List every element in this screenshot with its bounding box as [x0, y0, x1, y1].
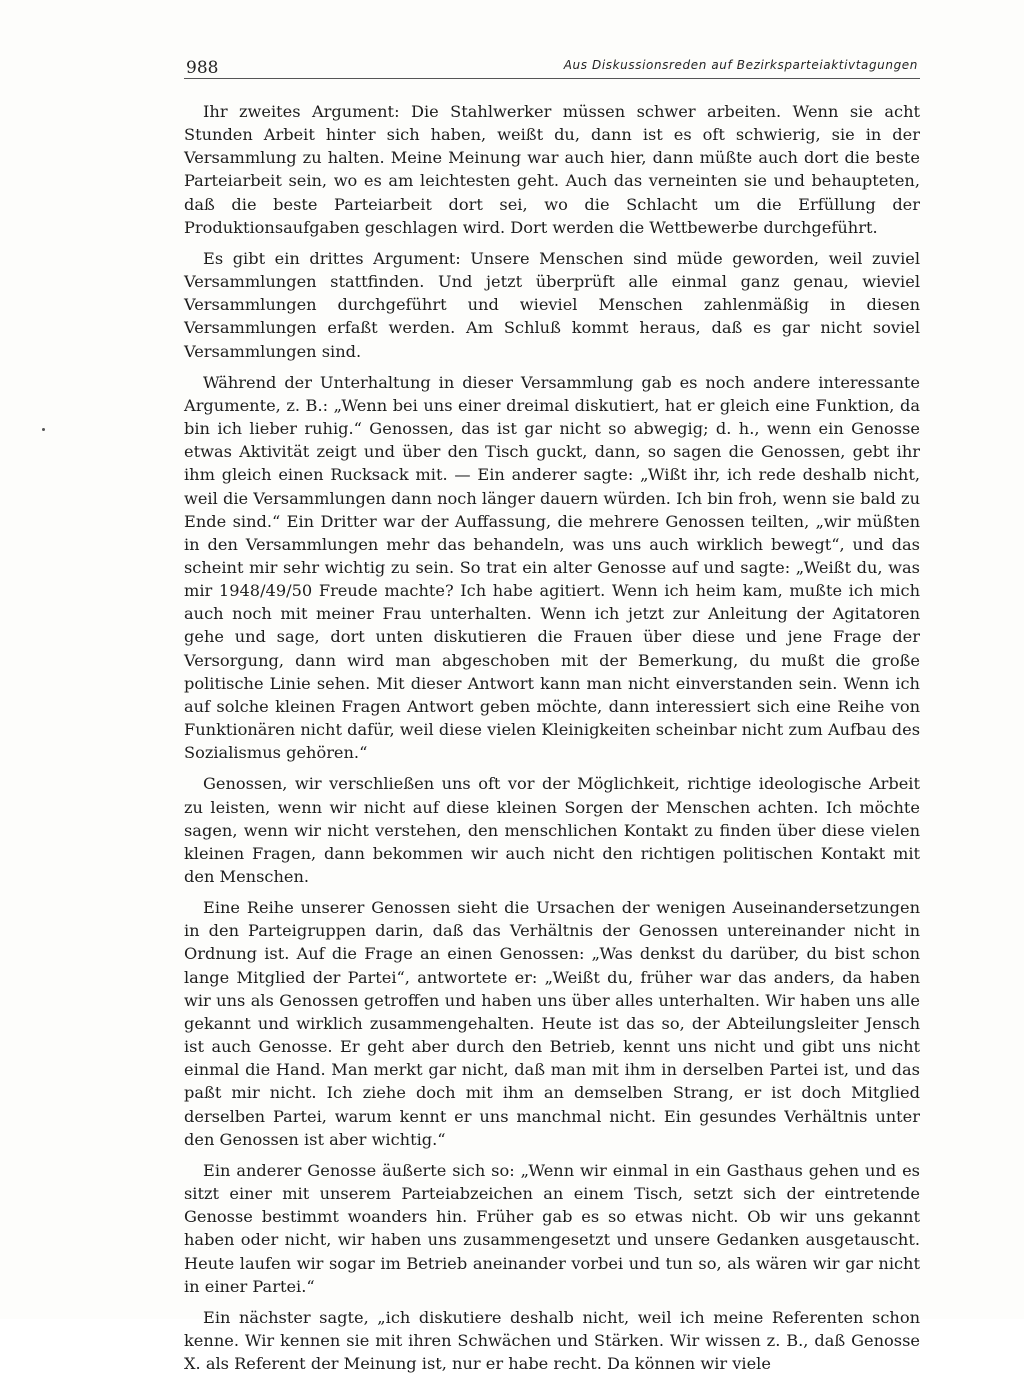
page-number: 988 [186, 58, 219, 78]
body-text [184, 100, 920, 1383]
paragraph: Eine Reihe unserer Genossen sieht die Ursachen der wenigen Auseinandersetzungen in den Parteigruppen darin, daß das Verhältnis der Genossen untereinander nicht in Ordnung ist. Auf die Frage an einen Genossen: „Was denkst du darüber, du bist schon lange Mitglied der Partei“, antwortete er: „Weißt du, früher war das anders, da haben wir uns als Genossen getroffen und haben uns über alles unterhalten. Wir haben uns alle gekannt und wirklich zusammengehalten. Heute ist das so, der Abteilungsleiter Jensch ist auch Genosse. Er geht aber durch den Betrieb, kennt uns nicht und gibt uns nicht einmal die Hand. Man merkt gar nicht, daß man mit ihm in derselben Partei ist, und das paßt mir nicht. Ich ziehe doch mit ihm an demselben Strang, er ist doch Mitglied derselben Partei, warum kennt er uns manchmal nicht. Ein gesundes Verhältnis unter den Genossen ist aber wichtig.“ [184, 898, 920, 1149]
running-head: Aus Diskussionsreden auf Bezirksparteiaktivtagungen [563, 58, 918, 72]
page-header [184, 52, 920, 79]
paragraph: Ein nächster sagte, „ich diskutiere deshalb nicht, weil ich meine Referenten schon kenne. Wir kennen sie mit ihren Schwächen und Stärken. Wir wissen z. B., daß Genosse X. als Referent der Meinung ist, nur er habe recht. Da können wir viele [184, 1307, 920, 1374]
paragraph: Ihr zweites Argument: Die Stahlwerker müssen schwer arbeiten. Wenn sie acht Stunden Arbeit hinter sich haben, weißt du, dann ist es oft schwierig, sie in der Versammlung zu halten. Meine Meinung war auch hier, dann müßte auch dort die beste Parteiarbeit sein, wo es am leichtesten geht. Auch das verneinten sie und behaupteten, daß die beste Parteiarbeit dort sei, wo die Schlacht um die Erfüllung der Produktionsaufgaben geschlagen wird. Dort werden die Wettbewerbe durchgeführt. [184, 102, 920, 237]
paragraph: Während der Unterhaltung in dieser Versammlung gab es noch andere interessante Argumente, z. B.: „Wenn bei uns einer dreimal diskutiert, hat er gleich eine Funktion, da bin ich lieber ruhig.“ Genossen, das ist gar nicht so abwegig; d. h., wenn ein Genosse etwas Aktivität zeigt und über den Tisch guckt, dann, so sagen die Genossen, gebt ihr ihm gleich einen Rucksack mit. — Ein anderer sagte: „Wißt ihr, ich rede deshalb nicht, weil die Versammlungen dann noch länger dauern würden. Ich bin froh, wenn sie bald zu Ende sind.“ Ein Dritter war der Auffassung, die mehrere Genossen teilten, „wir müßten in den Versammlungen mehr das behandeln, was uns auch wirklich bewegt“, und das scheint mir sehr wichtig zu sein. So trat ein alter Genosse auf und sagte: „Weißt du, was mir 1948/49/50 Freude machte? Ich habe agitiert. Wenn ich heim kam, mußte ich mich auch noch mit meiner Frau unterhalten. Wenn ich jetzt zur Anleitung der Agitatoren gehe und sage, dort unten diskutieren die Frauen über diese und jene Frage der Versorgung, dann wird man abgeschoben mit der Bemerkung, du mußt die große politische Linie sehen. Mit dieser Antwort kann man nicht einverstanden sein. Wenn ich auf solche kleinen Fragen Antwort geben möchte, dann interessiert sich eine Reihe von Funktionären nicht dafür, weil diese vielen Kleinigkeiten scheinbar nicht zum Aufbau des Sozialismus gehören.“ [184, 372, 920, 763]
paragraph: Es gibt ein drittes Argument: Unsere Menschen sind müde geworden, weil zuviel Versammlungen stattfinden. Und jetzt überprüft alle einmal ganz genau, wieviel Versammlungen durchgeführt und wieviel Menschen zahlenmäßig in diesen Versammlungen erfaßt werden. Am Schluß kommt heraus, daß es gar nicht soviel Versammlungen sind. [184, 248, 920, 361]
scan-speck [42, 428, 45, 431]
paragraph: Ein anderer Genosse äußerte sich so: „Wenn wir einmal in ein Gasthaus gehen und es sitzt einer mit unserem Parteiabzeichen an einem Tisch, setzt sich der eintretende Genosse bestimmt woanders hin. Früher gab es so etwas nicht. Ob wir uns gekannt haben oder nicht, wir haben uns zusammengesetzt und unsere Gedanken ausgetauscht. Heute laufen wir sogar im Betrieb aneinander vorbei und tun so, als wären wir gar nicht in einer Partei.“ [184, 1160, 920, 1296]
paragraph: Genossen, wir verschließen uns oft vor der Möglichkeit, richtige ideologische Arbeit zu leisten, wenn wir nicht auf diese kleinen Sorgen der Menschen achten. Ich möchte sagen, wenn wir nicht verstehen, den menschlichen Kontakt zu finden über diese vielen kleinen Fragen, dann bekommen wir auch nicht den richtigen politischen Kontakt mit den Menschen. [184, 774, 920, 886]
